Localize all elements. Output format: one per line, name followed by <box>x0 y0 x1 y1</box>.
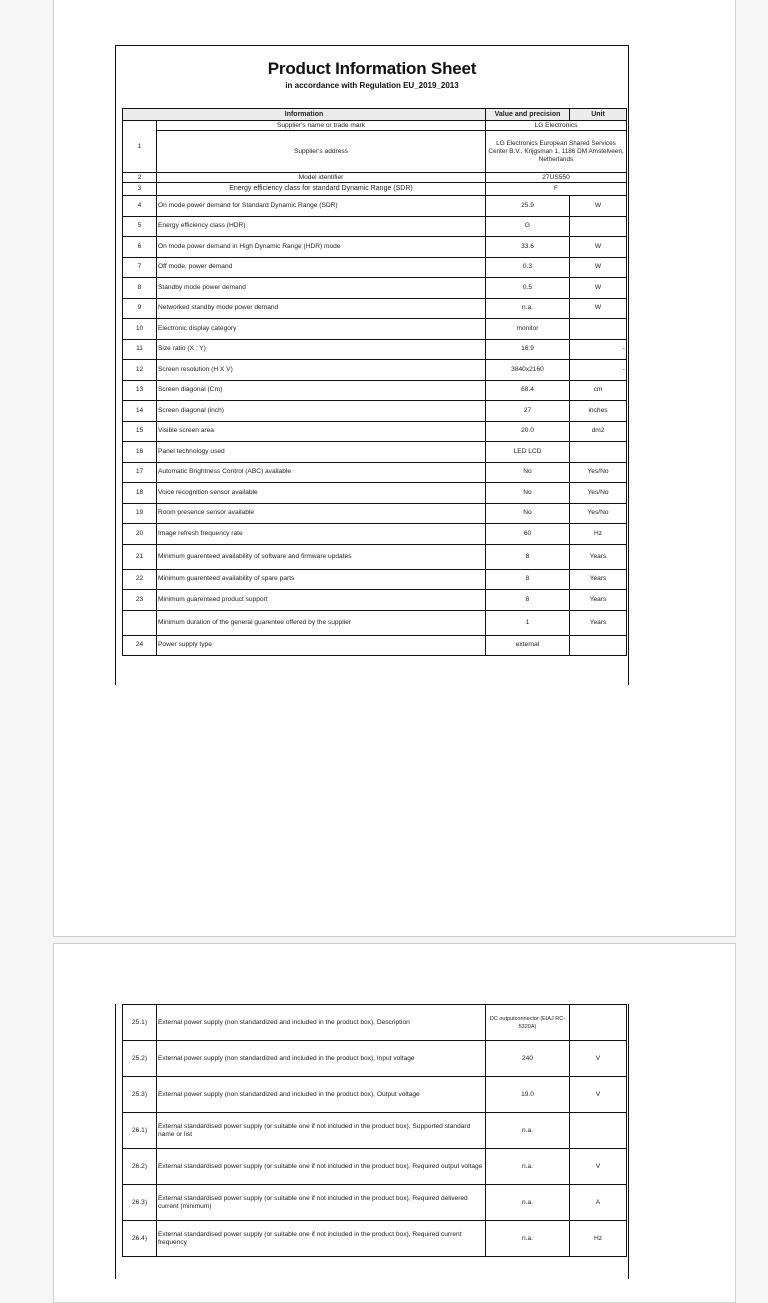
table-row-sdr-class <box>123 183 627 196</box>
row-number: 8 <box>123 278 157 299</box>
table-row <box>123 237 627 258</box>
row-label: Minimum guarenteed availability of spare parts <box>157 569 486 590</box>
table-row <box>123 1149 627 1185</box>
row-unit: - <box>570 339 627 360</box>
row-number: 7 <box>123 257 157 278</box>
document-subtitle: in accordance with Regulation EU_2019_2013 <box>285 81 459 90</box>
row-number: 26.2) <box>123 1149 157 1185</box>
table-header-row <box>123 109 627 121</box>
row-number: 21 <box>123 544 157 569</box>
row-label: External standardised power supply (or suitable one if not included in the product box), Supported standard name or list <box>157 1113 486 1149</box>
row-label: Off mode, power demand <box>157 257 486 278</box>
row-unit <box>570 319 627 340</box>
row-unit: - <box>570 360 627 381</box>
row-value: 60 <box>486 524 570 545</box>
row-value: 27 <box>486 401 570 422</box>
row-label: External power supply (non standardized and included in the product box), Input voltage <box>157 1041 486 1077</box>
row-unit: V <box>570 1077 627 1113</box>
row-number <box>123 610 157 635</box>
row-value: LED LCD <box>486 442 570 463</box>
document-page-1 <box>53 0 736 937</box>
row-number: 5 <box>123 216 157 237</box>
row-unit <box>570 216 627 237</box>
table-row <box>123 339 627 360</box>
row-number: 3 <box>123 183 157 196</box>
row-label: External standardised power supply (or suitable one if not included in the product box), Required output voltage <box>157 1149 486 1185</box>
row-value: 20.0 <box>486 421 570 442</box>
row-unit: Yes/No <box>570 503 627 524</box>
table-row <box>123 257 627 278</box>
row-number: 23 <box>123 590 157 611</box>
power-supply-table <box>122 1004 627 1257</box>
table-row <box>123 544 627 569</box>
row-value: 19.0 <box>486 1077 570 1113</box>
table-row <box>123 278 627 299</box>
table-row <box>123 503 627 524</box>
row-unit: W <box>570 298 627 319</box>
row-label: Room presence sensor available <box>157 503 486 524</box>
row-unit: Yes/No <box>570 483 627 504</box>
row-number: 16 <box>123 442 157 463</box>
table-row <box>123 1041 627 1077</box>
row-value: n.a. <box>486 298 570 319</box>
row-number: 18 <box>123 483 157 504</box>
row-value: 3840x2160 <box>486 360 570 381</box>
row-label: Minimum duration of the general guarentee offered by the supplier <box>157 610 486 635</box>
row-value: F <box>486 183 627 196</box>
row-value: 25.9 <box>486 196 570 217</box>
table-row <box>123 635 627 656</box>
row-number: 26.1) <box>123 1113 157 1149</box>
row-unit: cm <box>570 380 627 401</box>
row-number: 25.1) <box>123 1005 157 1041</box>
row-value: 240 <box>486 1041 570 1077</box>
title-block <box>116 46 628 90</box>
row-label: Panel technology used <box>157 442 486 463</box>
row-value: n.a. <box>486 1185 570 1221</box>
row-value: 0.5 <box>486 278 570 299</box>
table-row <box>123 1221 627 1257</box>
row-number: 1 <box>123 121 157 173</box>
row-unit: V <box>570 1041 627 1077</box>
row-unit: Yes/No <box>570 462 627 483</box>
row-value: 68.4 <box>486 380 570 401</box>
table-row-model <box>123 173 627 183</box>
table-row-supplier-address <box>123 131 627 173</box>
row-unit: V <box>570 1149 627 1185</box>
row-number: 2 <box>123 173 157 183</box>
row-label: Model identifier <box>157 173 486 183</box>
row-unit: W <box>570 237 627 258</box>
row-value: G <box>486 216 570 237</box>
header-unit: Unit <box>570 109 627 121</box>
row-unit <box>570 635 627 656</box>
row-value: 1 <box>486 610 570 635</box>
row-number: 11 <box>123 339 157 360</box>
row-label: Visible screen area <box>157 421 486 442</box>
table-row <box>123 380 627 401</box>
row-value: No <box>486 483 570 504</box>
row-value: 8 <box>486 569 570 590</box>
table-row <box>123 442 627 463</box>
row-number: 12 <box>123 360 157 381</box>
row-value: n.a. <box>486 1221 570 1257</box>
table-row <box>123 360 627 381</box>
row-value: external <box>486 635 570 656</box>
row-number: 24 <box>123 635 157 656</box>
row-unit: Years <box>570 610 627 635</box>
row-label: Screen diagonal (Cm) <box>157 380 486 401</box>
table-row <box>123 1185 627 1221</box>
table-row <box>123 462 627 483</box>
row-label: Automatic Brightness Control (ABC) available <box>157 462 486 483</box>
row-label: Standby mode power demand <box>157 278 486 299</box>
row-value: 8 <box>486 590 570 611</box>
table-row <box>123 590 627 611</box>
row-label: Image refresh frequency rate <box>157 524 486 545</box>
row-label: Size ratio (X : Y) <box>157 339 486 360</box>
row-label: External power supply (non standardized and included in the product box), Output voltage <box>157 1077 486 1113</box>
row-unit: W <box>570 278 627 299</box>
table-row <box>123 1077 627 1113</box>
row-label: On mode power demand in High Dynamic Range (HDR) mode <box>157 237 486 258</box>
table-row <box>123 216 627 237</box>
row-value: 0.3 <box>486 257 570 278</box>
row-number: 6 <box>123 237 157 258</box>
row-label: On mode power demand for Standard Dynamic Range (SDR) <box>157 196 486 217</box>
row-unit: A <box>570 1185 627 1221</box>
table-row <box>123 421 627 442</box>
table-row <box>123 1113 627 1149</box>
row-label: External power supply (non standardized and included in the product box), Description <box>157 1005 486 1041</box>
row-label: Screen diagonal (inch) <box>157 401 486 422</box>
row-unit: Years <box>570 590 627 611</box>
table-row <box>123 569 627 590</box>
row-unit: Hz <box>570 524 627 545</box>
table-row <box>123 1005 627 1041</box>
table-row <box>123 319 627 340</box>
table-row <box>123 524 627 545</box>
sheet-frame <box>115 45 629 685</box>
row-value: No <box>486 462 570 483</box>
row-value: 33.6 <box>486 237 570 258</box>
row-number: 4 <box>123 196 157 217</box>
row-label: Networked standby mode power demand <box>157 298 486 319</box>
row-number: 25.2) <box>123 1041 157 1077</box>
row-unit: Years <box>570 544 627 569</box>
row-label: Supplier's name or trade mark <box>157 121 486 131</box>
table-row <box>123 610 627 635</box>
row-number: 22 <box>123 569 157 590</box>
row-unit <box>570 1005 627 1041</box>
row-number: 10 <box>123 319 157 340</box>
row-number: 26.3) <box>123 1185 157 1221</box>
table-row <box>123 298 627 319</box>
document-page-2 <box>53 943 736 1303</box>
row-value: No <box>486 503 570 524</box>
row-number: 20 <box>123 524 157 545</box>
row-number: 25.3) <box>123 1077 157 1113</box>
table-row <box>123 401 627 422</box>
row-label: Minimum guarenteed product support <box>157 590 486 611</box>
row-value: 27US550 <box>486 173 627 183</box>
row-number: 17 <box>123 462 157 483</box>
row-number: 19 <box>123 503 157 524</box>
row-label: Power supply type <box>157 635 486 656</box>
row-value: DC outputconnector (EIAJ RC-5320A) <box>486 1005 570 1041</box>
row-number: 15 <box>123 421 157 442</box>
row-label: External standardised power supply (or suitable one if not included in the product box), Required delivered current (minimum) <box>157 1185 486 1221</box>
row-unit <box>570 442 627 463</box>
row-label: Electronic display category <box>157 319 486 340</box>
row-label: Energy efficiency class (HDR) <box>157 216 486 237</box>
sheet-frame <box>115 1004 629 1279</box>
row-number: 9 <box>123 298 157 319</box>
row-unit: W <box>570 196 627 217</box>
row-number: 26.4) <box>123 1221 157 1257</box>
row-label: External standardised power supply (or suitable one if not included in the product box), Required current frequency <box>157 1221 486 1257</box>
row-label: Supplier's address <box>157 131 486 173</box>
header-information: Information <box>123 109 486 121</box>
row-label: Screen resolution (H X V) <box>157 360 486 381</box>
row-label: Voice recognition sensor available <box>157 483 486 504</box>
header-value: Value and precision <box>486 109 570 121</box>
table-row <box>123 196 627 217</box>
row-unit: Hz <box>570 1221 627 1257</box>
row-unit <box>570 1113 627 1149</box>
row-value: 8 <box>486 544 570 569</box>
row-value: monitor <box>486 319 570 340</box>
row-unit: W <box>570 257 627 278</box>
row-unit: dm2 <box>570 421 627 442</box>
table-row <box>123 483 627 504</box>
row-number: 13 <box>123 380 157 401</box>
row-value: LG Electronics <box>486 121 627 131</box>
row-value: n.a. <box>486 1149 570 1185</box>
product-info-table <box>122 108 627 656</box>
row-value: LG Electronics European Shared Services Center B.V., Krijgsman 1, 1186 DM Amstelveen, Netherlands <box>486 131 627 173</box>
row-label: Minimum guarenteed availability of software and firmware updates <box>157 544 486 569</box>
row-unit: Years <box>570 569 627 590</box>
row-number: 14 <box>123 401 157 422</box>
row-label: Energy efficiency class for standard Dynamic Range (SDR) <box>157 183 486 196</box>
document-title: Product Information Sheet <box>267 59 477 78</box>
row-value: n.a. <box>486 1113 570 1149</box>
row-value: 16:9 <box>486 339 570 360</box>
row-unit: inches <box>570 401 627 422</box>
table-row-supplier-name <box>123 121 627 131</box>
